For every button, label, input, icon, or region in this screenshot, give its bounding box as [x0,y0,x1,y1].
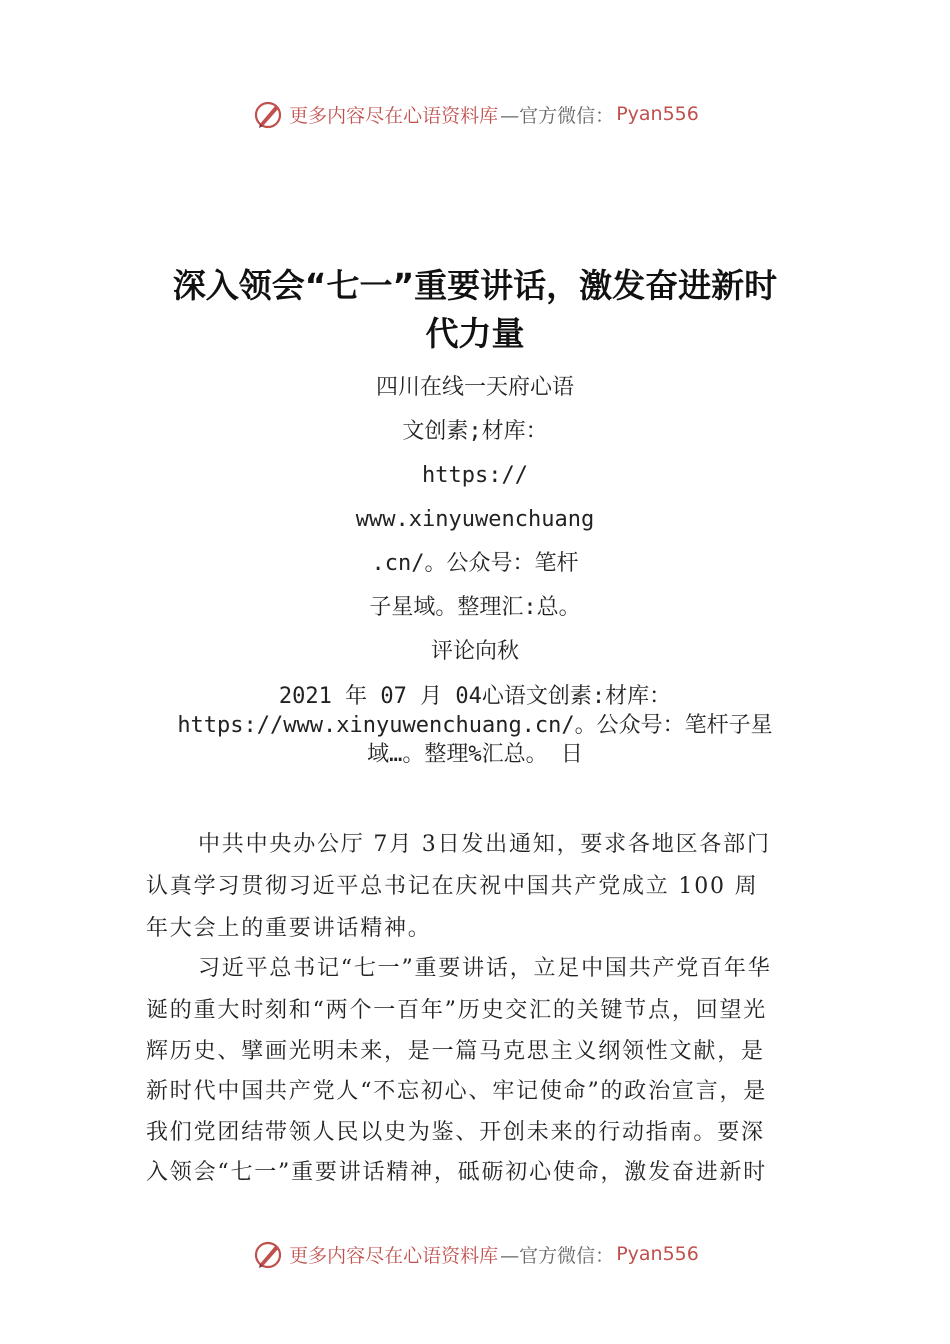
paragraph-line: 入领会“七一”重要讲话精神，砥砺初心使命，激发奋进新时 [146,1160,768,1185]
meta-line: https:// [422,463,528,488]
footer-banner [0,1234,950,1274]
banner-label: —官方微信： [500,104,615,127]
banner-label: —官方微信： [500,1244,615,1267]
source-line: 四川在线一天府心语 [375,375,574,400]
pen-logo-icon [251,1237,285,1271]
author-line: 评论向秋 [430,639,519,664]
paragraph-line: 认真学习贯彻习近平总书记在庆祝中国共产党成立 100 周 [146,874,759,899]
meta-line: https://www.xinyuwenchuang.cn/。公众号：笔杆子星 [177,713,773,738]
paragraph-line: 中共中央办公厅 7月 3日发出通知，要求各地区各部门 [198,832,771,857]
pen-logo-icon [251,97,285,131]
wechat-id: Pyan556 [616,1243,699,1265]
meta-line: 子星域。整理汇:总。 [369,595,581,620]
paragraph-line: 辉历史、擘画光明未来，是一篇马克思主义纲领性文献，是 [146,1039,765,1064]
banner-text: 更多内容尽在心语资料库 [289,1244,499,1267]
paragraph-line: 年大会上的重要讲话精神。 [146,916,432,941]
paragraph-line: 诞的重大时刻和“两个一百年”历史交汇的关键节点，回望光 [146,998,768,1023]
date-line: 2021 年 07 月 04心语文创素:材库： [278,684,672,709]
title-line: 代力量 [425,314,525,353]
paragraph-line: 我们党团结带领人民以史为鉴、开创未来的行动指南。要深 [146,1120,765,1145]
meta-line: www.xinyuwenchuang [355,507,595,532]
meta-line: 域…。整理%汇总。 日 [367,742,583,767]
paragraph-line: 新时代中国共产党人“不忘初心、牢记使命”的政治宣言，是 [146,1079,768,1104]
banner-text: 更多内容尽在心语资料库 [289,104,499,127]
title-line: 深入领会“七一”重要讲话，激发奋进新时 [172,266,778,305]
paragraph-line: 习近平总书记“七一”重要讲话，立足中国共产党百年华 [198,956,772,981]
header-banner [0,94,950,134]
wechat-id: Pyan556 [616,103,699,125]
meta-line: .cn/。公众号：笔杆 [371,551,579,576]
document-title [130,262,820,358]
meta-line: 文创素;材库： [402,419,548,444]
